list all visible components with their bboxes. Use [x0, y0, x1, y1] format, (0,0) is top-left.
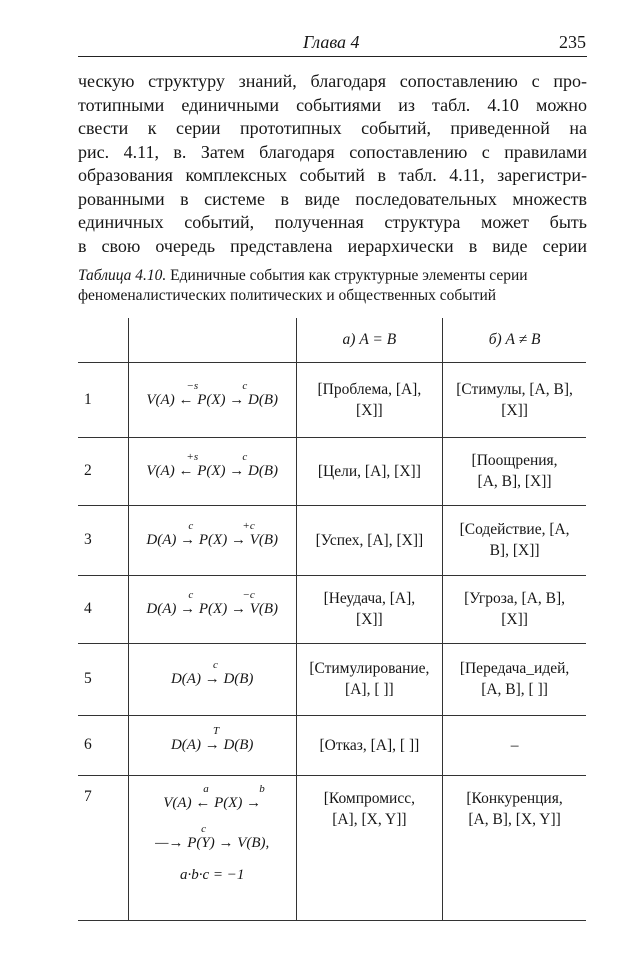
caption-text: Единичные события как структурные элементы серии: [170, 267, 528, 284]
cell-text: [Конкуренция, [A, B], [X, Y]]: [466, 789, 563, 828]
cell-text: [Неудача, [A], [X]]: [323, 590, 416, 628]
row-number: 4: [78, 575, 128, 643]
cell-text: –: [510, 736, 519, 754]
formula-text: D(A) → P(X) → V(B): [146, 532, 279, 548]
formula-text: D(A) → D(B): [170, 671, 254, 687]
table-row: [78, 715, 586, 775]
row-number: 7: [78, 775, 128, 920]
table-row: [78, 775, 586, 920]
formula-text: V(A) ← P(X) →: [163, 794, 262, 811]
body-line: свести к серии прототипных событий, приведенной на: [78, 118, 587, 138]
page-number: 235: [559, 32, 586, 52]
cell-col-a: [296, 505, 443, 575]
formula-label: +c: [242, 520, 255, 532]
formula: [146, 589, 279, 618]
formula-text: V(A) ← P(X) → D(B): [146, 391, 279, 408]
cell-text: [Цели, [A], [X]]: [317, 462, 421, 480]
formula-label: T: [212, 725, 220, 737]
formula-text: D(A) → D(B): [170, 737, 254, 753]
body-line: рис. 4.11, в. Затем благодаря сопоставлению с правилами: [78, 141, 587, 162]
body-line: рованными в системе в виде последовательных множеств: [78, 188, 587, 209]
formula-label: c: [201, 822, 207, 835]
cell-col-a: [296, 715, 443, 775]
formula-line-1: [163, 782, 265, 812]
cell-text: [Стимулы, [A, B], [X]]: [456, 380, 573, 419]
formula-label: c: [242, 451, 248, 463]
body-line: тотипными единичными событиями из табл. 4.10 можно: [78, 94, 587, 115]
body-line: в свою очередь представлена иерархически в виде серии: [78, 235, 587, 256]
formula-label: b: [259, 782, 265, 795]
formula-cell: [128, 775, 296, 920]
formula-label: c: [212, 659, 218, 671]
header-num: [78, 318, 128, 362]
formula-text: V(A) ← P(X) → D(B): [146, 463, 279, 479]
cell-col-b: [443, 437, 586, 505]
cell-col-b: [443, 775, 586, 920]
cell-col-a: [296, 575, 443, 643]
table-row: [78, 362, 586, 437]
formula-block: [129, 782, 296, 812]
cell-col-a: [296, 775, 443, 920]
row-number: 1: [78, 362, 128, 437]
formula-cell: [128, 505, 296, 575]
cell-text: [Компромисс, [A], [X, Y]]: [323, 789, 415, 828]
cell-col-b: [443, 362, 586, 437]
cell-text: [Стимулирование, [A], [ ]]: [309, 660, 430, 698]
caption-line-2: феноменалистических политических и общественных событий: [78, 287, 497, 304]
header-col-a: а) A = B: [296, 318, 443, 362]
formula: [146, 379, 279, 409]
formula: [170, 725, 254, 754]
cell-col-a: [296, 362, 443, 437]
table-row: [78, 575, 586, 643]
formula-cell: [128, 715, 296, 775]
header-col-b: б) A ≠ B: [443, 318, 586, 362]
cell-text: [Успех, [A], [X]]: [315, 531, 424, 549]
formula-cell: [128, 437, 296, 505]
cell-text: [Отказ, [A], [ ]]: [319, 736, 420, 754]
cell-text: [Поощрения, [A, B], [X]]: [471, 452, 558, 490]
table-caption: [78, 266, 590, 306]
formula-text: D(A) → P(X) → V(B): [146, 601, 279, 617]
chapter-title: Глава 4: [303, 32, 360, 52]
cell-text: [Передача_идей, [A, B], [ ]]: [459, 660, 570, 698]
cell-col-a: [296, 643, 443, 715]
formula-label: c: [188, 589, 194, 601]
formula-label: c: [242, 379, 248, 392]
formula-label: a: [203, 782, 209, 795]
cell-col-b: [443, 643, 586, 715]
formula-block: [129, 866, 296, 884]
formula-line-2: [155, 822, 270, 852]
caption-line-1: [78, 266, 590, 286]
formula-label: −c: [242, 589, 255, 601]
formula: [146, 451, 279, 480]
row-number: 6: [78, 715, 128, 775]
cell-col-b: [443, 505, 586, 575]
row-number: 5: [78, 643, 128, 715]
formula: [170, 659, 254, 688]
body-line: единичных событий, полученная структура может быть: [78, 212, 587, 232]
formula-line-3: a·b·c = −1: [180, 866, 245, 883]
formula-label: −s: [186, 379, 199, 392]
table-row: [78, 643, 586, 715]
row-number: 3: [78, 505, 128, 575]
running-header: [78, 32, 586, 56]
formula-cell: [128, 643, 296, 715]
header-rule: [78, 56, 587, 57]
events-table: [78, 318, 586, 921]
formula-cell: [128, 362, 296, 437]
cell-text: [Содействие, [A, B], [X]]: [459, 521, 570, 559]
formula-label: c: [188, 520, 194, 532]
header-formula: [128, 318, 296, 362]
formula-block: [129, 822, 296, 852]
cell-col-a: [296, 437, 443, 505]
caption-label: Таблица 4.10.: [78, 267, 167, 284]
body-paragraph: [78, 70, 587, 258]
table-row: [78, 505, 586, 575]
formula-text: —→ P(Y) → V(B),: [155, 834, 270, 851]
cell-col-b: [443, 575, 586, 643]
cell-col-b: [443, 715, 586, 775]
formula: [146, 520, 279, 549]
body-line: образования комплексных событий в табл. 4.11, зарегистри-: [78, 165, 587, 185]
cell-text: [Угроза, [A, B], [X]]: [464, 590, 565, 628]
body-line: ческую структуру знаний, благодаря сопоставлению с про-: [78, 71, 587, 91]
formula-label: +s: [186, 451, 199, 463]
cell-text: [Проблема, [A], [X]]: [317, 380, 422, 419]
table-row: [78, 437, 586, 505]
row-number: 2: [78, 437, 128, 505]
formula-cell: [128, 575, 296, 643]
table-header-row: [78, 318, 586, 362]
